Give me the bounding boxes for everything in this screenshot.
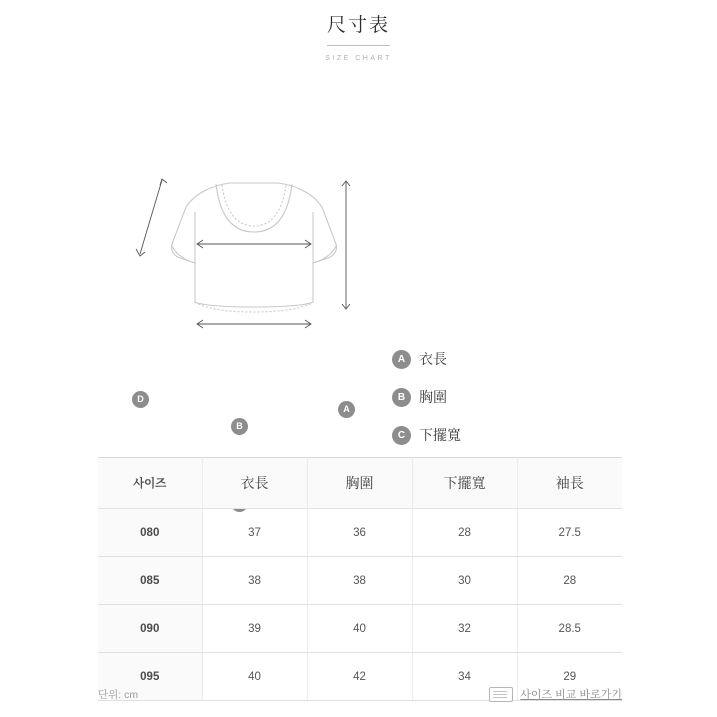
legend-label-c: 下擺寬 <box>419 427 461 443</box>
table-row <box>98 605 622 653</box>
row-length: 38 <box>202 557 307 605</box>
legend-badge-b: B <box>392 388 411 407</box>
row-chest: 38 <box>307 557 412 605</box>
row-sleeve: 28 <box>517 557 622 605</box>
ruler-icon <box>489 687 513 702</box>
size-table <box>98 457 622 701</box>
table-header-length: 衣長 <box>202 458 307 509</box>
footer <box>98 686 622 702</box>
row-chest: 42 <box>307 653 412 701</box>
page-title: 尺寸表 <box>327 10 390 46</box>
row-size: 095 <box>98 653 202 701</box>
table-header-row <box>98 458 622 509</box>
legend-label-b: 胸圍 <box>419 389 447 405</box>
table-header-chest: 胸圍 <box>307 458 412 509</box>
size-compare-link[interactable] <box>489 686 622 702</box>
row-hem: 34 <box>412 653 517 701</box>
marker-a: A <box>338 401 355 418</box>
size-compare-link-label: 사이즈 비교 바로가기 <box>520 689 622 701</box>
row-length: 39 <box>202 605 307 653</box>
legend-badge-a: A <box>392 350 411 369</box>
row-chest: 36 <box>307 509 412 557</box>
garment-illustration <box>110 152 390 432</box>
row-sleeve: 29 <box>517 653 622 701</box>
marker-d: D <box>132 391 149 408</box>
legend-item-b <box>392 378 461 416</box>
page-header <box>0 0 717 62</box>
unit-note: 단위: cm <box>98 688 139 701</box>
legend-item-c <box>392 416 461 454</box>
row-hem: 28 <box>412 509 517 557</box>
legend-item-a <box>392 340 461 378</box>
table-header-size: 사이즈 <box>98 458 202 509</box>
row-sleeve: 27.5 <box>517 509 622 557</box>
row-size: 085 <box>98 557 202 605</box>
row-chest: 40 <box>307 605 412 653</box>
marker-b: B <box>231 418 248 435</box>
page-subtitle: SIZE CHART <box>325 55 392 62</box>
table-header-hem: 下擺寬 <box>412 458 517 509</box>
row-size: 090 <box>98 605 202 653</box>
row-size: 080 <box>98 509 202 557</box>
row-length: 37 <box>202 509 307 557</box>
legend-badge-c: C <box>392 426 411 445</box>
row-hem: 30 <box>412 557 517 605</box>
table-header-sleeve: 袖長 <box>517 458 622 509</box>
size-table-wrap <box>98 457 622 701</box>
row-hem: 32 <box>412 605 517 653</box>
row-sleeve: 28.5 <box>517 605 622 653</box>
table-row <box>98 557 622 605</box>
garment-diagram <box>0 152 717 443</box>
row-length: 40 <box>202 653 307 701</box>
table-row <box>98 509 622 557</box>
legend-label-a: 衣長 <box>419 351 447 367</box>
